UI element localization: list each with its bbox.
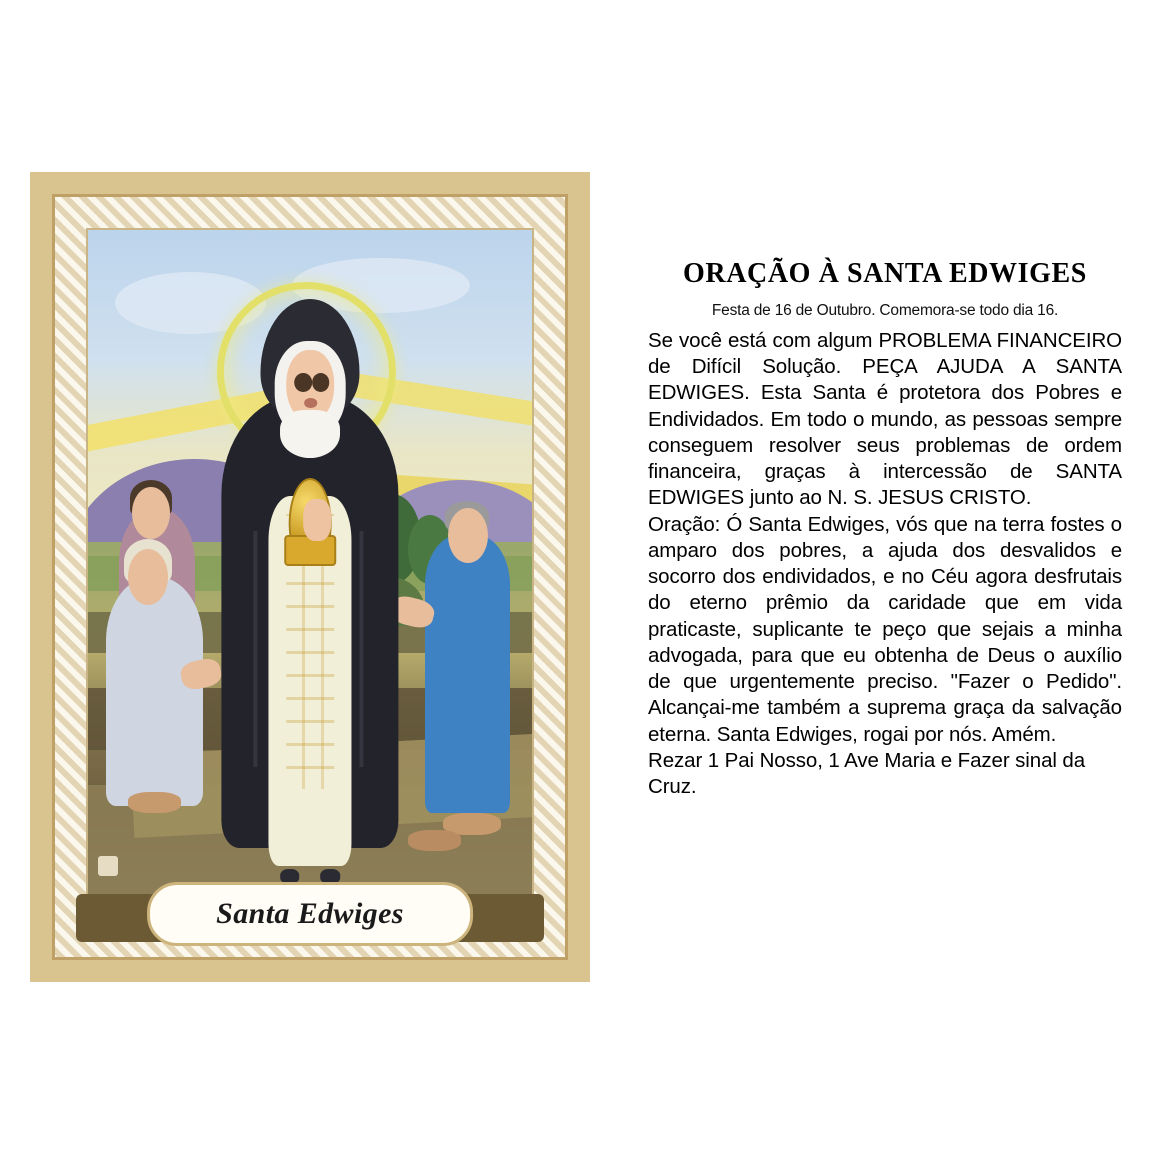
- figure-head: [128, 549, 168, 605]
- figure-foot: [408, 830, 461, 851]
- saint-figure: [221, 299, 399, 896]
- saint-eye: [312, 373, 330, 392]
- card-illustration: [86, 228, 534, 926]
- saint-mouth: [305, 398, 317, 408]
- cloak-fold: [359, 531, 363, 767]
- saint-name-banner: [147, 882, 473, 946]
- prayer-paragraph-instruction: Rezar 1 Pai Nosso, 1 Ave Maria e Fazer sinal da Cruz.: [648, 748, 1086, 798]
- saint-eye: [294, 373, 312, 392]
- prayer-panel: [648, 258, 1122, 800]
- prayer-title: ORAÇÃO À SANTA EDWIGES: [683, 258, 1087, 289]
- cloak-fold: [253, 531, 257, 767]
- holy-card: [30, 172, 590, 982]
- prayer-paragraph-intro: Se você está com algum PROBLEMA FINANCEIRO de Difícil Solução. PEÇA AJUDA A SANTA EDWIGES. Esta Santa é protetora dos Pobres e Endividados. Em todo o mundo, as pessoas sempre conseguem resolver seus problemas de ordem financeira, graças à intercessão de SANTA EDWIGES junto ao N. S. JESUS CRISTO.: [648, 329, 1122, 510]
- figure-head: [132, 487, 170, 539]
- prayer-body: [648, 328, 1122, 800]
- figure-head: [448, 508, 488, 564]
- saint-name-label: Santa Edwiges: [216, 897, 404, 930]
- figure-foot: [128, 792, 181, 813]
- illustration-scene: [88, 230, 532, 924]
- saint-hands: [303, 499, 331, 541]
- card-decorative-frame: [30, 172, 590, 982]
- prayer-paragraph-oracao: Oração: Ó Santa Edwiges, vós que na terra fostes o amparo dos pobres, a ajuda dos desvalidos e socorro dos endividados, e no Céu agora desfrutais do eterno prêmio da caridade que em vida praticaste, suplicante te peço que sejais a minha advogada, para que eu obtenha de Deus o auxílio de que urgentemente preciso. "Fazer o Pedido". Alcançai-me também a suprema graça da salvação eterna. Santa Edwiges, rogai por nós. Amém.: [648, 512, 1122, 746]
- kneeling-poor-figure: [106, 577, 204, 806]
- beggar-figure: [425, 535, 509, 813]
- printer-mark-icon: [98, 856, 118, 876]
- saint-neckcloth: [280, 410, 340, 458]
- feast-day-note: Festa de 16 de Outubro. Comemora-se todo dia 16.: [711, 302, 1059, 319]
